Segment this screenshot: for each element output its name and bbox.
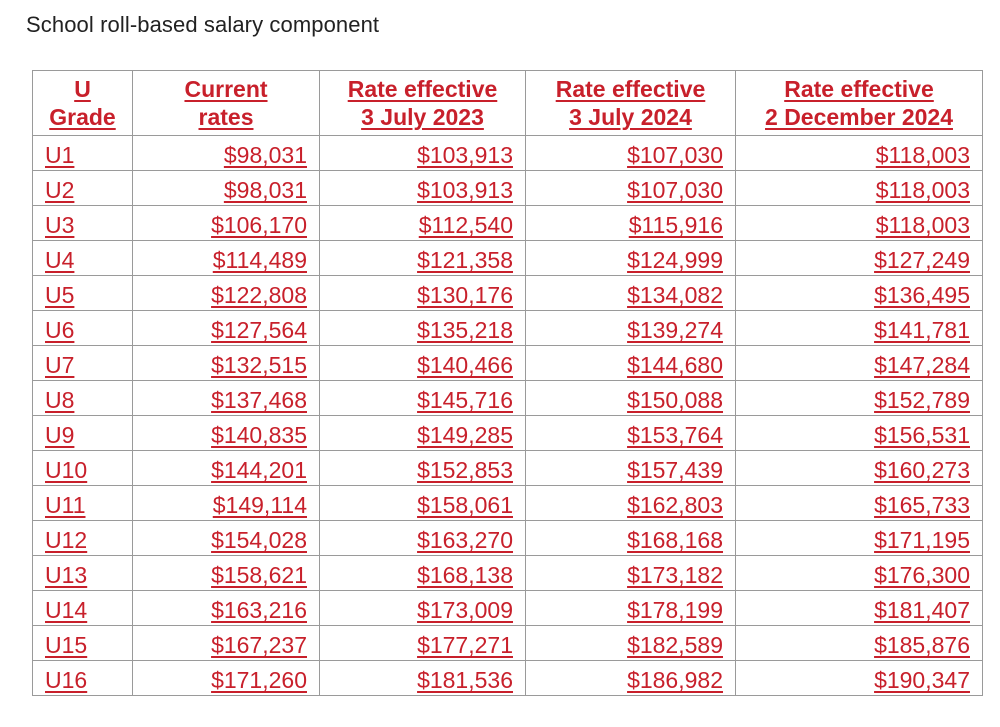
rate-july-2024-cell[interactable]: $153,764 [526,416,736,451]
current-rate-cell[interactable]: $98,031 [133,136,320,171]
rate-2023-cell[interactable]: $130,176 [320,276,526,311]
grade-cell[interactable]: U15 [33,626,133,661]
grade-cell[interactable]: U10 [33,451,133,486]
rate-2023-cell[interactable]: $103,913 [320,171,526,206]
grade-cell[interactable]: U11 [33,486,133,521]
rate-july-2024-cell[interactable]: $115,916 [526,206,736,241]
grade-cell[interactable]: U5 [33,276,133,311]
header-line: 3 July 2024 [569,104,692,130]
rate-2023-cell[interactable]: $163,270 [320,521,526,556]
header-line: Rate effective [347,76,498,102]
header-rate-july-2024[interactable] [526,71,736,136]
table-row [33,311,983,346]
rate-dec-2024-cell[interactable]: $156,531 [736,416,983,451]
current-rate-cell[interactable]: $122,808 [133,276,320,311]
salary-table [32,70,983,696]
grade-cell[interactable]: U2 [33,171,133,206]
current-rate-cell[interactable]: $127,564 [133,311,320,346]
rate-dec-2024-cell[interactable]: $160,273 [736,451,983,486]
header-current-rates[interactable] [133,71,320,136]
rate-2023-cell[interactable]: $121,358 [320,241,526,276]
current-rate-cell[interactable]: $140,835 [133,416,320,451]
header-line: Grade [49,104,116,130]
rate-2023-cell[interactable]: $173,009 [320,591,526,626]
header-rate-dec-2024[interactable] [736,71,983,136]
rate-2023-cell[interactable]: $140,466 [320,346,526,381]
current-rate-cell[interactable]: $137,468 [133,381,320,416]
rate-2023-cell[interactable]: $135,218 [320,311,526,346]
rate-july-2024-cell[interactable]: $124,999 [526,241,736,276]
header-line: 3 July 2023 [361,104,484,130]
table-row [33,451,983,486]
grade-cell[interactable]: U3 [33,206,133,241]
header-line: rates [198,104,254,130]
rate-july-2024-cell[interactable]: $178,199 [526,591,736,626]
rate-dec-2024-cell[interactable]: $147,284 [736,346,983,381]
rate-2023-cell[interactable]: $177,271 [320,626,526,661]
rate-dec-2024-cell[interactable]: $165,733 [736,486,983,521]
current-rate-cell[interactable]: $98,031 [133,171,320,206]
rate-2023-cell[interactable]: $149,285 [320,416,526,451]
rate-2023-cell[interactable]: $181,536 [320,661,526,696]
rate-2023-cell[interactable]: $145,716 [320,381,526,416]
rate-july-2024-cell[interactable]: $173,182 [526,556,736,591]
grade-cell[interactable]: U6 [33,311,133,346]
current-rate-cell[interactable]: $144,201 [133,451,320,486]
header-line: Rate effective [784,76,934,102]
rate-july-2024-cell[interactable]: $157,439 [526,451,736,486]
rate-dec-2024-cell[interactable]: $136,495 [736,276,983,311]
current-rate-cell[interactable]: $167,237 [133,626,320,661]
rate-july-2024-cell[interactable]: $107,030 [526,136,736,171]
rate-2023-cell[interactable]: $152,853 [320,451,526,486]
grade-cell[interactable]: U1 [33,136,133,171]
rate-dec-2024-cell[interactable]: $141,781 [736,311,983,346]
table-row [33,626,983,661]
grade-cell[interactable]: U4 [33,241,133,276]
table-row [33,521,983,556]
header-rate-2023[interactable] [320,71,526,136]
table-row [33,346,983,381]
table-row [33,206,983,241]
current-rate-cell[interactable]: $163,216 [133,591,320,626]
rate-dec-2024-cell[interactable]: $127,249 [736,241,983,276]
header-row [33,71,983,136]
header-u-grade[interactable] [33,71,133,136]
current-rate-cell[interactable]: $132,515 [133,346,320,381]
rate-dec-2024-cell[interactable]: $176,300 [736,556,983,591]
rate-july-2024-cell[interactable]: $182,589 [526,626,736,661]
table-row [33,661,983,696]
current-rate-cell[interactable]: $158,621 [133,556,320,591]
table-row [33,591,983,626]
header-line: U [74,76,91,102]
rate-july-2024-cell[interactable]: $107,030 [526,171,736,206]
rate-dec-2024-cell[interactable]: $118,003 [736,136,983,171]
table-row [33,416,983,451]
rate-july-2024-cell[interactable]: $139,274 [526,311,736,346]
rate-dec-2024-cell[interactable]: $190,347 [736,661,983,696]
current-rate-cell[interactable]: $106,170 [133,206,320,241]
rate-dec-2024-cell[interactable]: $185,876 [736,626,983,661]
rate-dec-2024-cell[interactable]: $152,789 [736,381,983,416]
table-row [33,171,983,206]
rate-2023-cell[interactable]: $103,913 [320,136,526,171]
rate-dec-2024-cell[interactable]: $118,003 [736,171,983,206]
rate-july-2024-cell[interactable]: $168,168 [526,521,736,556]
header-line: 2 December 2024 [765,104,953,130]
table-body [33,136,983,696]
grade-cell[interactable]: U8 [33,381,133,416]
header-line: Current [184,76,268,102]
table-row [33,381,983,416]
grade-cell[interactable]: U14 [33,591,133,626]
current-rate-cell[interactable]: $154,028 [133,521,320,556]
rate-july-2024-cell[interactable]: $162,803 [526,486,736,521]
rate-dec-2024-cell[interactable]: $181,407 [736,591,983,626]
rate-2023-cell[interactable]: $168,138 [320,556,526,591]
table-row [33,276,983,311]
rate-july-2024-cell[interactable]: $150,088 [526,381,736,416]
grade-cell[interactable]: U16 [33,661,133,696]
grade-cell[interactable]: U12 [33,521,133,556]
table-row [33,556,983,591]
rate-july-2024-cell[interactable]: $144,680 [526,346,736,381]
header-line: Rate effective [555,76,706,102]
rate-july-2024-cell[interactable]: $134,082 [526,276,736,311]
table-row [33,486,983,521]
rate-dec-2024-cell[interactable]: $118,003 [736,206,983,241]
grade-cell[interactable]: U7 [33,346,133,381]
page-title: School roll-based salary component [26,12,380,37]
table-row [33,136,983,171]
rate-2023-cell[interactable]: $158,061 [320,486,526,521]
grade-cell[interactable]: U9 [33,416,133,451]
rate-july-2024-cell[interactable]: $186,982 [526,661,736,696]
current-rate-cell[interactable]: $149,114 [133,486,320,521]
grade-cell[interactable]: U13 [33,556,133,591]
current-rate-cell[interactable]: $114,489 [133,241,320,276]
current-rate-cell[interactable]: $171,260 [133,661,320,696]
rate-dec-2024-cell[interactable]: $171,195 [736,521,983,556]
rate-2023-cell[interactable]: $112,540 [320,206,526,241]
table-row [33,241,983,276]
